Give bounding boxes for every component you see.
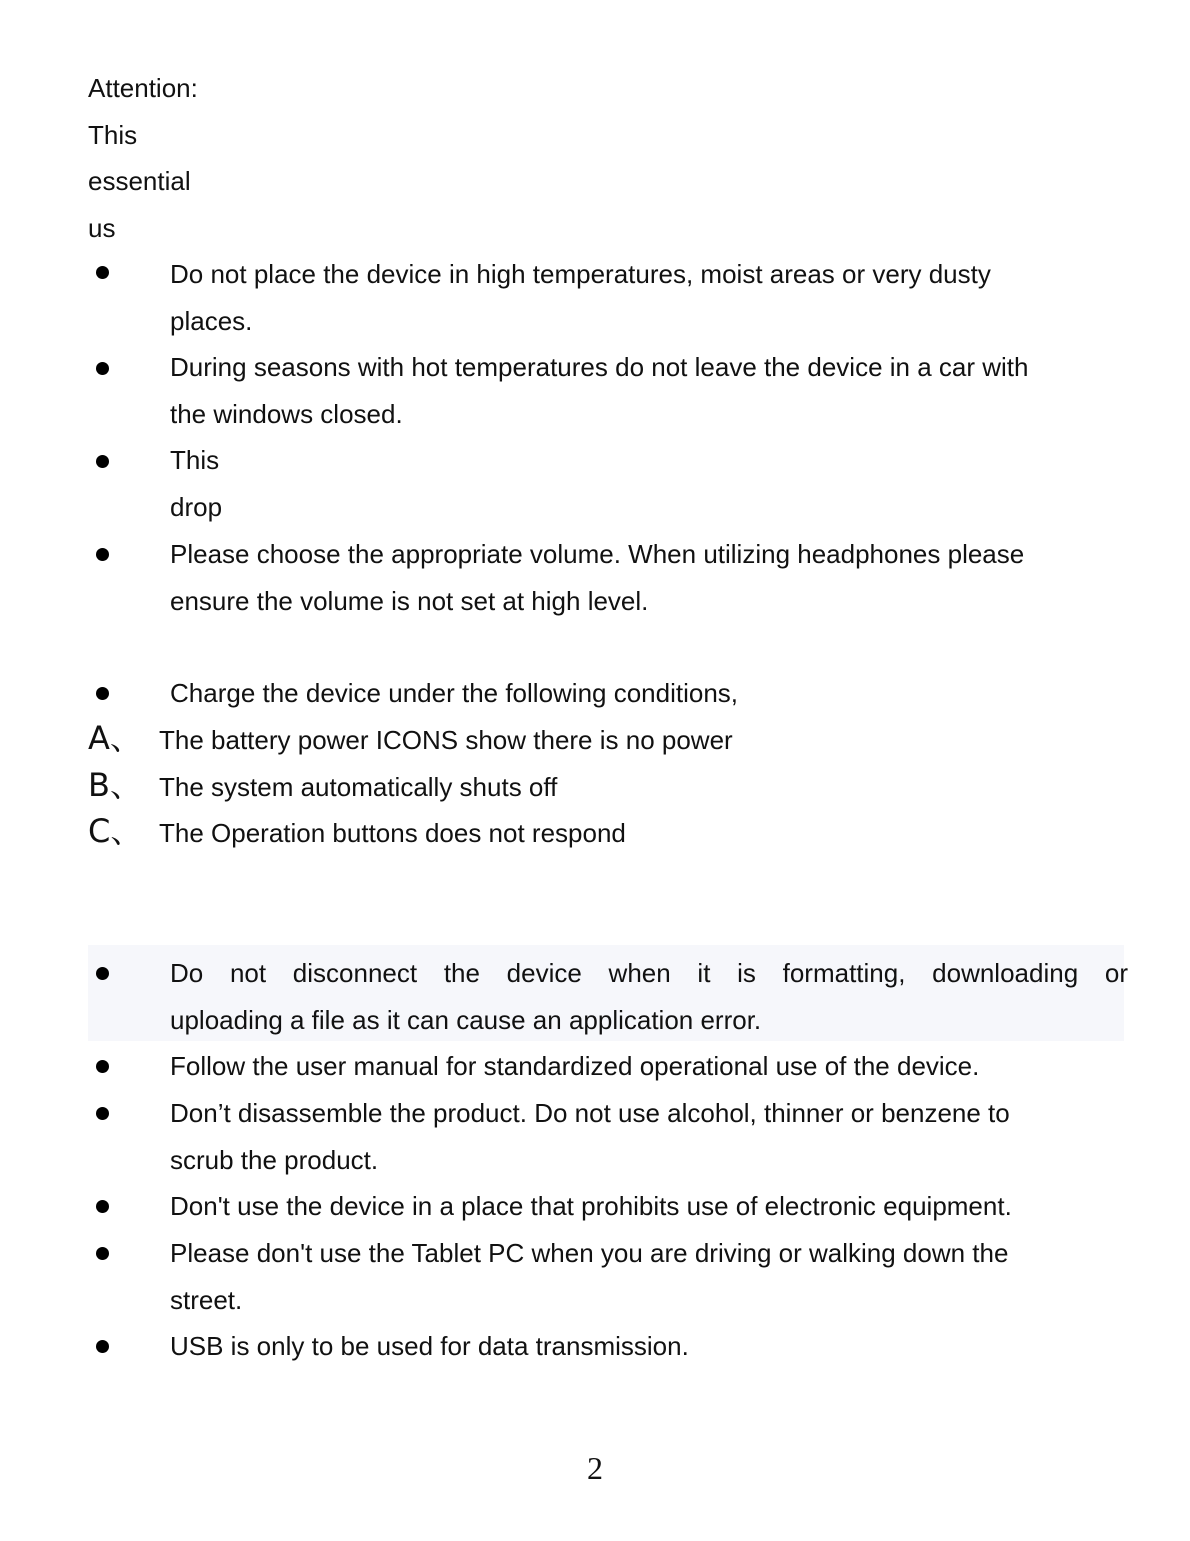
page-number: 2: [587, 1450, 603, 1486]
list-item-line: Don’t disassemble the product. Do not use alcohol, thinner or benzene to: [170, 1098, 1010, 1128]
intro-word-this: This: [88, 120, 138, 150]
condition-letter: C、: [88, 812, 143, 850]
list-item-line: This: [170, 445, 220, 475]
bullet-dot: [96, 1247, 109, 1260]
intro-word-us: us: [88, 213, 116, 243]
condition-letter: A、: [88, 719, 142, 757]
condition-text: The system automatically shuts off: [159, 772, 558, 802]
bullet-dot: [96, 1200, 109, 1213]
condition-text: The battery power ICONS show there is no power: [159, 725, 733, 755]
bullet-dot: [96, 362, 109, 375]
bullet-dot: [96, 548, 109, 561]
bullet-dot: [96, 1340, 109, 1353]
bullet-dot: [96, 967, 109, 980]
list-item-line: street.: [170, 1285, 243, 1315]
list-item-line: Please choose the appropriate volume. When utilizing headphones please: [170, 539, 1025, 569]
list-item-line: USB is only to be used for data transmission.: [170, 1331, 689, 1361]
list-item-line: ensure the volume is not set at high level.: [170, 586, 649, 616]
list-item-line: scrub the product.: [170, 1145, 379, 1175]
list-item-line: Please don't use the Tablet PC when you are driving or walking down the: [170, 1238, 1009, 1268]
list-item-line: Follow the user manual for standardized operational use of the device.: [170, 1051, 980, 1081]
intro-word-essential: essential: [88, 166, 191, 196]
bullet-dot: [96, 1060, 109, 1073]
list-item-line: uploading a file as it can cause an application error.: [170, 1005, 762, 1035]
list-item-line: During seasons with hot temperatures do not leave the device in a car with: [170, 352, 1029, 382]
bullet-dot: [96, 455, 109, 468]
charge-intro: Charge the device under the following conditions,: [170, 678, 739, 708]
bullet-dot: [96, 266, 109, 279]
bullet-dot: [96, 687, 109, 700]
list-item-line: the windows closed.: [170, 399, 403, 429]
condition-text: The Operation buttons does not respond: [159, 818, 626, 848]
bullet-dot: [96, 1107, 109, 1120]
list-item-line: Do not disconnect the device when it is formatting, downloading or: [170, 958, 1128, 988]
list-item-line: drop: [170, 492, 223, 522]
list-item-line: Don't use the device in a place that prohibits use of electronic equipment.: [170, 1191, 1012, 1221]
attention-heading: Attention:: [88, 73, 198, 103]
list-item-line: Do not place the device in high temperatures, moist areas or very dusty: [170, 259, 991, 289]
condition-letter: B、: [88, 766, 142, 804]
list-item-line: places.: [170, 306, 253, 336]
